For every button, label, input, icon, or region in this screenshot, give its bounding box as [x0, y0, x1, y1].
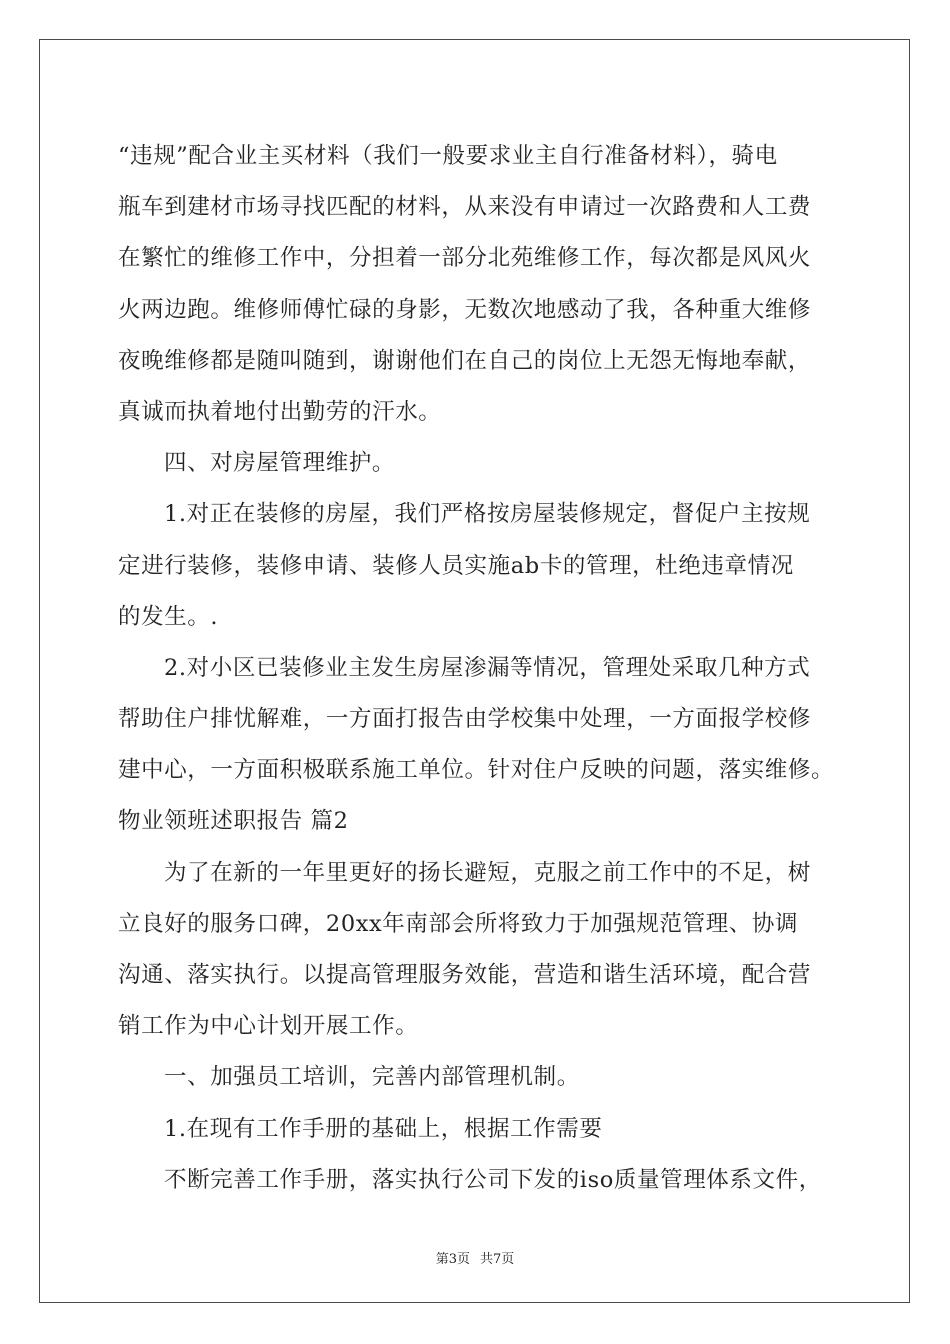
paragraph-line: 销工作为中心计划开展工作。: [118, 1013, 419, 1040]
paragraph-line: 的发生。.: [118, 603, 219, 630]
paragraph-line: 夜晚维修都是随叫随到，谢谢他们在自己的岗位上无怨无悔地奉献，: [118, 347, 812, 374]
paragraph-line: 立良好的服务口碑，20xx年南部会所将致力于加强规范管理、协调: [118, 910, 799, 937]
paragraph-line: 不断完善工作手册，落实执行公司下发的iso质量管理体系文件，: [164, 1166, 822, 1193]
paragraph-line: 1.对正在装修的房屋，我们严格按房屋装修规定，督促户主按规: [164, 501, 811, 528]
paragraph-line: 1.在现有工作手册的基础上，根据工作需要: [164, 1115, 603, 1142]
report-title: 物业领班述职报告 篇2: [118, 808, 349, 835]
paragraph-line: 真诚而执着地付出勤劳的汗水。: [118, 398, 442, 425]
paragraph-line: 沟通、落实执行。以提高管理服务效能，营造和谐生活环境，配合营: [118, 962, 812, 988]
paragraph-line: 火两边跑。维修师傅忙碌的身影，无数次地感动了我，各种重大维修: [118, 296, 812, 323]
section-heading: 四、对房屋管理维护。: [164, 450, 396, 477]
paragraph-line: “违规”配合业主买材料（我们一般要求业主自行准备材料），骑电: [118, 143, 778, 169]
page-number: 第3页: [435, 1252, 470, 1267]
paragraph-line: 帮助住户排忧解难，一方面打报告由学校集中处理，一方面报学校修: [118, 706, 812, 733]
paragraph-line: 瓶车到建材市场寻找匹配的材料，从来没有申请过一次路费和人工费: [118, 194, 812, 221]
paragraph-line: 在繁忙的维修工作中，分担着一部分北苑维修工作，每次都是风风火: [118, 245, 812, 272]
paragraph-line: 建中心，一方面积极联系施工单位。针对住户反映的问题，落实维修。: [118, 757, 835, 784]
paragraph-line: 2.对小区已装修业主发生房屋渗漏等情况，管理处采取几种方式: [164, 654, 811, 681]
page-total: 共7页: [480, 1252, 515, 1267]
document-body: [118, 131, 838, 1206]
paragraph-line: 定进行装修，装修申请、装修人员实施ab卡的管理，杜绝违章情况: [118, 552, 794, 579]
page-footer: [0, 1248, 950, 1267]
paragraph-line: 为了在新的一年里更好的扬长避短，克服之前工作中的不足，树: [164, 859, 811, 886]
section-heading: 一、加强员工培训，完善内部管理机制。: [164, 1064, 580, 1091]
